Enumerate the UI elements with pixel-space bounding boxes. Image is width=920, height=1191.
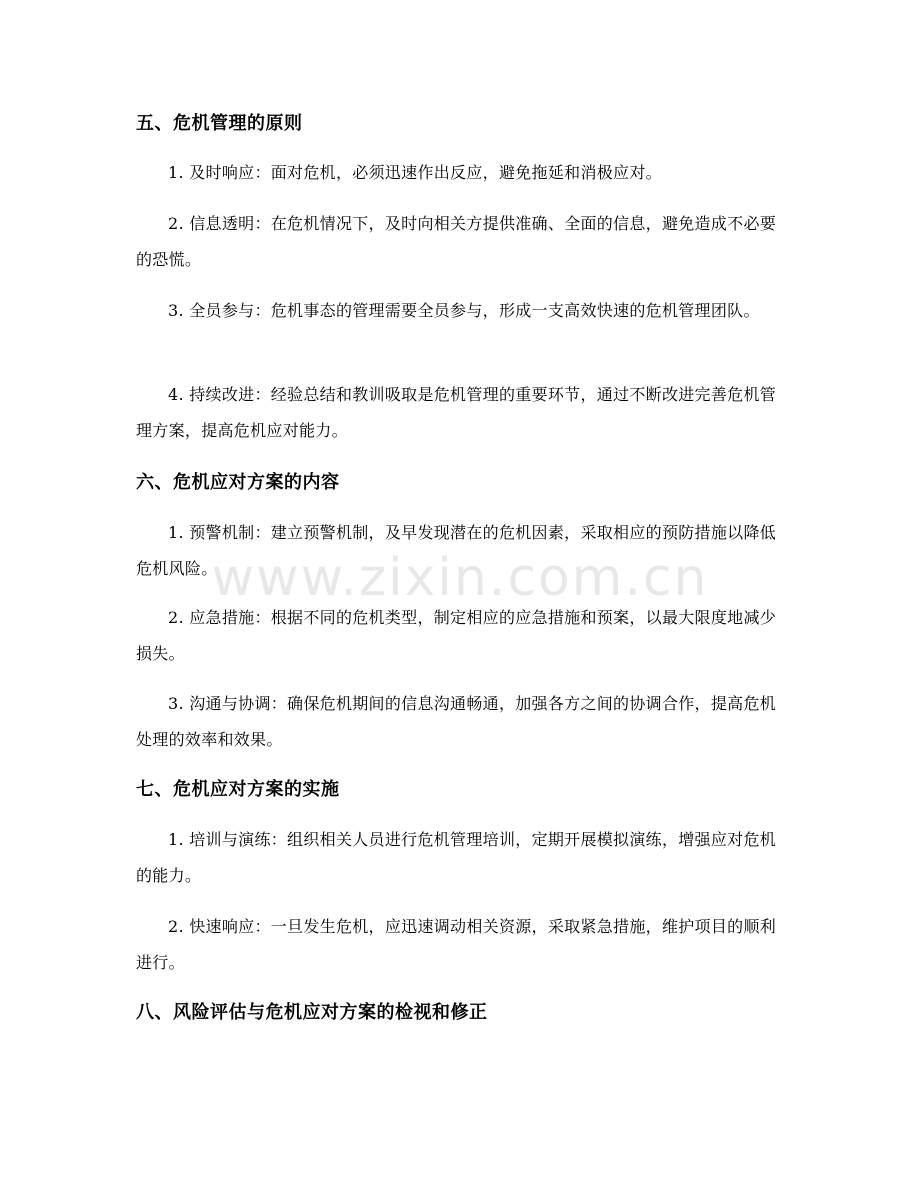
list-item: 2. 应急措施：根据不同的危机类型，制定相应的应急措施和预案，以最大限度地减少损失。 (136, 608, 777, 663)
list-item: 1. 预警机制：建立预警机制，及早发现潜在的危机因素，采取相应的预防措施以降低危机风险。 (136, 523, 777, 578)
section-heading-8: 八、风险评估与危机应对方案的检视和修正 (136, 1002, 488, 1023)
list-item: 4. 持续改进：经验总结和教训吸取是危机管理的重要环节，通过不断改进完善危机管理方案，提高危机应对能力。 (136, 385, 777, 440)
list-item: 1. 及时响应：面对危机，必须迅速作出反应，避免拖延和消极应对。 (168, 163, 662, 182)
section-heading-7: 七、危机应对方案的实施 (136, 779, 340, 800)
section-heading-5: 五、危机管理的原则 (136, 113, 303, 134)
list-item: 2. 信息透明：在危机情况下，及时向相关方提供准确、全面的信息，避免造成不必要的恐慌。 (136, 214, 777, 269)
list-item: 3. 全员参与：危机事态的管理需要全员参与，形成一支高效快速的危机管理团队。 (168, 301, 760, 320)
list-item: 2. 快速响应：一旦发生危机，应迅速调动相关资源，采取紧急措施，维护项目的顺利进行。 (136, 917, 777, 972)
section-heading-6: 六、危机应对方案的内容 (136, 472, 340, 493)
watermark: www.zixin.com.cn (211, 548, 709, 608)
list-item: 3. 沟通与协调：确保危机期间的信息沟通畅通，加强各方之间的协调合作，提高危机处理的效率和效果。 (136, 694, 777, 749)
list-item: 1. 培训与演练：组织相关人员进行危机管理培训，定期开展模拟演练，增强应对危机的能力。 (136, 830, 777, 885)
